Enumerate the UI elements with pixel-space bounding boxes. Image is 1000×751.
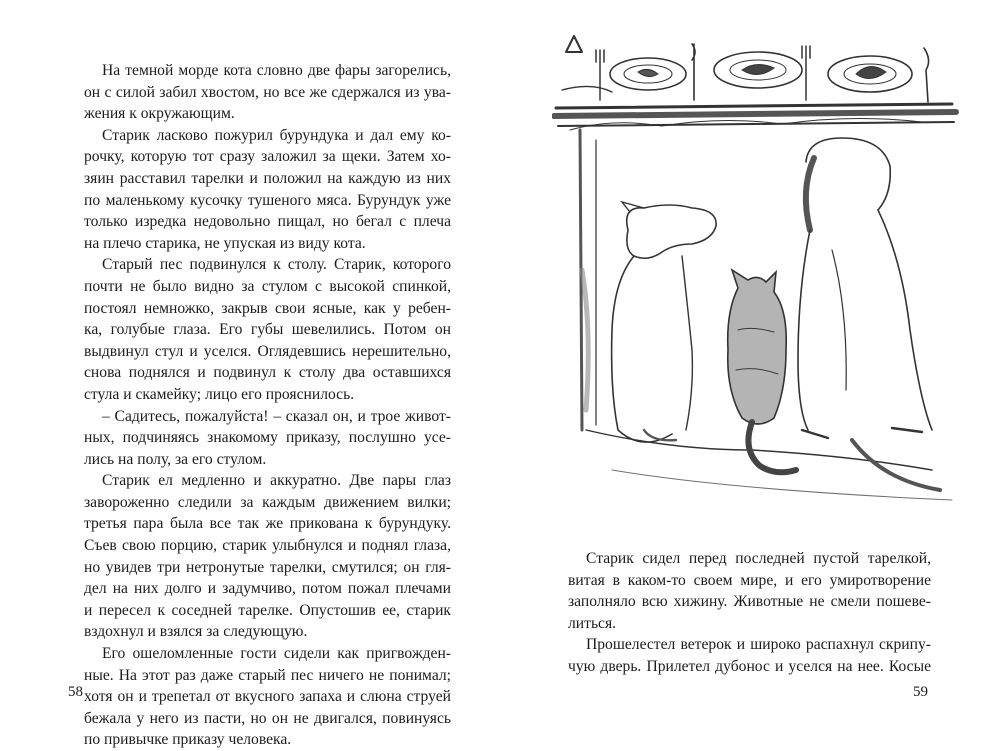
cat-figure [728,270,796,472]
text-line: ка, голубые глаза. Его губы шевелились. Потом он [84,321,451,339]
text-line: по маленькому кусочку тушеного мяса. Бурундук уже [84,191,451,209]
page-number-right: 59 [913,684,928,700]
text-line: зяин расставил тарелки и положил на каждую из них [84,169,451,187]
text-line: – Садитесь, пожалуйста! – сказал он, и трое живот- [102,407,451,425]
text-line: вздохнул и взялся за следующую. [84,623,308,641]
text-line: выдвинул стул и уселся. Оглядевшись нерешительно, [84,342,451,360]
white-dog-figure [612,202,717,442]
text-line: дел на них долго и задумчиво, потом пожал плечами [84,580,451,598]
text-line: постоял немножко, закрыв свои ясные, как у ребен- [84,299,451,317]
paragraph [550,548,931,634]
plates-and-cutlery [596,44,929,102]
text-line: бежала у него из пасти, но он не двигался, повинуясь [84,709,451,727]
page-number-left: 58 [68,684,83,700]
paragraph [66,643,451,751]
text-line: Старик ласково пожурил бурундука и дал ему ко- [102,126,451,144]
text-line: заполняло всю хижину. Животные не смели пошеве- [568,593,931,611]
right-page-text [550,548,931,678]
text-line: по привычке приказу человека. [84,731,292,749]
text-line: Старик сидел перед последней пустой тарелкой, [586,550,931,567]
paragraph [66,60,451,125]
text-line: Съев свою порцию, старик улыбнулся и поднял глаза, [84,537,451,555]
text-line: Прошелестел ветерок и широко распахнул скрипу- [586,636,931,654]
text-line: третья пара была все так же прикована к бурундуку. [84,515,451,533]
text-line: завороженно следили за каждым движением вилки; [84,493,451,511]
table-shelf [554,36,956,130]
text-line: литься. [568,614,617,632]
text-line: на плечо старика, не упуская из виду кота. [84,234,366,252]
text-line: снова поднялся и подвинул к столу два оставшихся [84,364,451,382]
text-line: ных, подчиняясь знакомому приказу, послушно усе- [84,429,451,447]
text-line: лись на полу, за его стулом. [84,450,267,468]
text-line: ные. На этот раз даже старый пес ничего не понимал; [84,666,451,684]
left-page-text [66,60,451,751]
text-line: стула и скамейку; лицо его прояснилось. [84,385,355,403]
text-line: чую дверь. Прилетел дубонос и уселся на нее. Косые [568,657,931,675]
paragraph [66,406,451,471]
paragraph [66,125,451,255]
paragraph [66,470,451,643]
text-line: он с силой забил хвостом, но все же сдержался из ува- [84,83,451,101]
text-line: рочку, которую тот сразу заложил за щеки. Затем хо- [84,148,451,166]
text-line: хотя он и трепетал от вкусного запаха и слюна струей [84,688,451,706]
text-line: но увидев три нетронутые тарелки, смутился; он гля- [84,558,451,576]
text-line: почти не было видно за стулом с высокой спинкой, [84,277,451,295]
text-line: жения к окружающим. [84,105,235,123]
paragraph [66,254,451,405]
text-line: Старик ел медленно и аккуратно. Две пары глаз [102,472,451,490]
text-line: Старый пес подвинулся к столу. Старик, которого [102,256,451,274]
text-line: и пересел к соседней тарелке. Опустошив ее, старик [84,601,451,619]
illustration-animals-at-table [552,30,960,525]
paragraph [550,634,931,677]
text-line: Его ошеломленные гости сидели как пригвожден- [102,645,451,663]
old-dog-figure [798,138,940,490]
text-line: витая в каком-то своем мире, и его умиротворение [568,571,931,589]
text-line: только изредка недовольно пищал, но бегал с плеча [84,213,451,231]
text-line: На темной морде кота словно две фары загорелись, [102,62,451,79]
